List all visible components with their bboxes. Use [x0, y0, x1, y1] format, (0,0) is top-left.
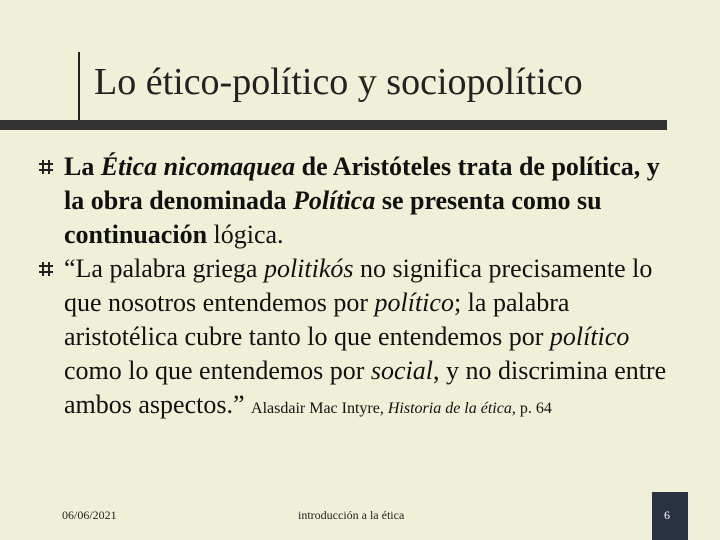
bullet-item-1	[38, 150, 678, 252]
citation-author: Alasdair Mac Intyre,	[251, 400, 388, 417]
page-number-box	[652, 492, 688, 540]
bullet-1-text-4: Política	[293, 186, 376, 215]
bullet-2-text-2: politikós	[263, 254, 354, 283]
title-underline-bar	[0, 120, 667, 130]
page-number: 6	[664, 508, 670, 522]
bullet-1-text-1: La	[64, 152, 101, 181]
bullet-1-text-2: Ética nicomaquea	[100, 152, 296, 181]
bullet-2-text-4: político	[374, 288, 454, 317]
bullet-2-text-3: no significa precisamente lo que nosotros entendemos por	[64, 254, 653, 317]
bullet-1-text-3: de Aristóteles trata de política, y la obra denominada	[64, 152, 660, 215]
citation-title: Historia de la ética	[387, 400, 512, 417]
bullet-item-2	[38, 252, 678, 426]
title-vertical-line	[78, 52, 80, 122]
bullet-2-text-1: “La palabra griega	[64, 254, 264, 283]
bullet-hash-icon	[38, 261, 54, 277]
citation-page: , p. 64	[511, 400, 552, 417]
bullet-1-text-5: se presenta como su continuación	[64, 186, 602, 249]
footer-date: 06/06/2021	[62, 508, 117, 522]
footer-center-text: introducción a la ética	[298, 508, 405, 522]
bullet-2-text-7: como lo que entendemos por	[64, 356, 371, 385]
slide-content	[38, 150, 678, 426]
bullet-2-text-6: político	[549, 322, 630, 351]
bullet-2-text-5: ; la palabra aristotélica cubre tanto lo que entendemos por	[64, 288, 570, 351]
slide-title: Lo ético-político y sociopolítico	[94, 61, 583, 103]
bullet-1-text-6: lógica.	[213, 220, 284, 249]
bullet-2-text-8: social	[370, 356, 433, 385]
bullet-hash-icon	[38, 159, 54, 175]
bullet-2-text-9: , y no discrimina entre ambos aspectos.”	[64, 356, 667, 419]
